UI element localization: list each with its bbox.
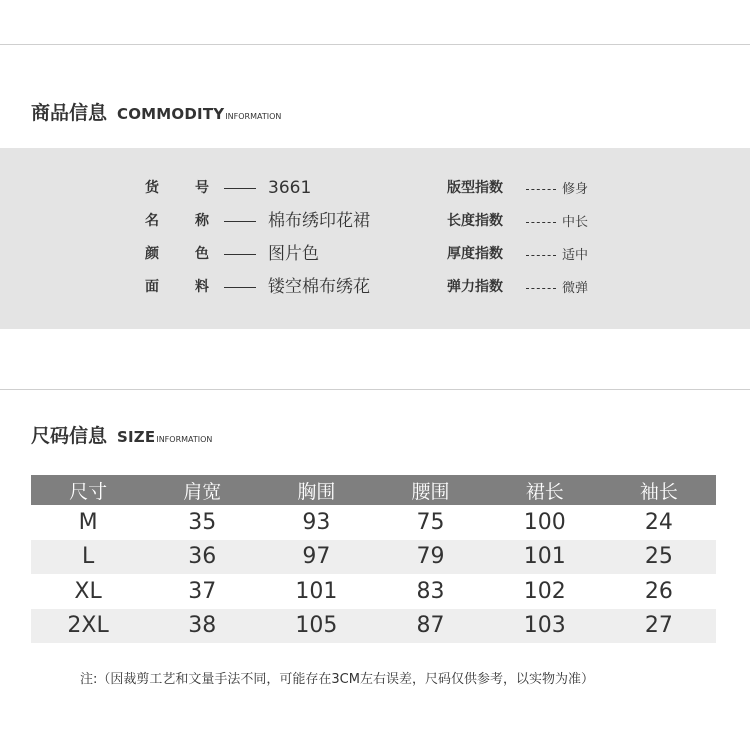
table-cell: 38 — [145, 609, 259, 644]
commodity-info-panel — [0, 148, 750, 329]
table-cell: 75 — [416, 509, 445, 535]
table-cell: M — [78, 509, 98, 535]
header-dress-length: 裙长 — [488, 475, 602, 505]
commodity-title-en: COMMODITY — [117, 105, 225, 123]
table-cell: 102 — [523, 578, 566, 604]
info-label: 名 称 — [145, 213, 209, 229]
index-dash — [526, 288, 556, 289]
size-title-cn: 尺码信息 — [31, 425, 108, 447]
table-row — [31, 505, 716, 540]
info-label: 货 号 — [145, 180, 209, 196]
header-shoulder: 肩宽 — [145, 475, 259, 505]
info-dash — [224, 254, 256, 255]
index-label-elasticity: 弹力指数 — [447, 279, 503, 295]
info-dash — [224, 221, 256, 222]
size-title-en-small: INFORMATION — [156, 435, 213, 444]
header-waist: 腰围 — [373, 475, 487, 505]
index-dash — [526, 189, 556, 190]
info-row-name — [0, 209, 750, 233]
header-sleeve-length: 袖长 — [602, 475, 716, 505]
size-table — [31, 475, 716, 643]
table-cell: 24 — [644, 509, 673, 535]
table-cell: 36 — [145, 540, 259, 575]
table-cell: 93 — [302, 509, 331, 535]
table-cell: XL — [74, 578, 102, 604]
index-value-length: 中长 — [562, 215, 589, 230]
info-value-fabric: 镂空棉布绣花 — [268, 277, 370, 297]
top-divider — [0, 44, 750, 45]
size-section-title — [31, 421, 212, 448]
size-title-en: SIZE — [117, 428, 156, 446]
table-cell: 27 — [602, 609, 716, 644]
info-value-color: 图片色 — [268, 244, 319, 264]
index-label-length: 长度指数 — [447, 213, 503, 229]
table-row — [31, 574, 716, 609]
index-value-elasticity: 微弹 — [562, 281, 589, 296]
info-dash — [224, 188, 256, 189]
index-value-fit: 修身 — [562, 182, 589, 197]
info-row-item-no — [0, 176, 750, 200]
table-cell: 103 — [488, 609, 602, 644]
table-cell: 25 — [602, 540, 716, 575]
commodity-title-cn: 商品信息 — [31, 102, 108, 124]
size-note: 注:（因裁剪工艺和文量手法不同，可能存在3CM左右误差，尺码仅供参考，以实物为准） — [80, 672, 594, 687]
table-cell: 26 — [644, 578, 673, 604]
table-row — [31, 540, 716, 575]
table-cell: 79 — [373, 540, 487, 575]
table-cell: 87 — [373, 609, 487, 644]
table-row — [31, 609, 716, 644]
info-label: 颜 色 — [145, 246, 209, 262]
table-cell: 97 — [259, 540, 373, 575]
index-label-fit: 版型指数 — [447, 180, 503, 196]
commodity-title-en-small: INFORMATION — [225, 112, 282, 121]
commodity-section-title — [31, 98, 281, 125]
info-label: 面 料 — [145, 279, 209, 295]
table-cell: 35 — [188, 509, 217, 535]
middle-divider — [0, 389, 750, 390]
table-cell: 101 — [488, 540, 602, 575]
table-cell: 100 — [523, 509, 566, 535]
info-row-fabric — [0, 275, 750, 299]
info-dash — [224, 287, 256, 288]
table-cell: 2XL — [31, 609, 145, 644]
index-dash — [526, 255, 556, 256]
size-table-header — [31, 475, 716, 505]
table-cell: 83 — [416, 578, 445, 604]
header-size: 尺寸 — [31, 475, 145, 505]
index-value-thickness: 适中 — [562, 248, 589, 263]
index-label-thickness: 厚度指数 — [447, 246, 503, 262]
table-cell: L — [31, 540, 145, 575]
info-value-item-no: 3661 — [268, 178, 312, 198]
info-value-name: 棉布绣印花裙 — [268, 211, 370, 231]
index-dash — [526, 222, 556, 223]
info-row-color — [0, 242, 750, 266]
table-cell: 37 — [188, 578, 217, 604]
table-cell: 101 — [295, 578, 338, 604]
header-bust: 胸围 — [259, 475, 373, 505]
table-cell: 105 — [259, 609, 373, 644]
